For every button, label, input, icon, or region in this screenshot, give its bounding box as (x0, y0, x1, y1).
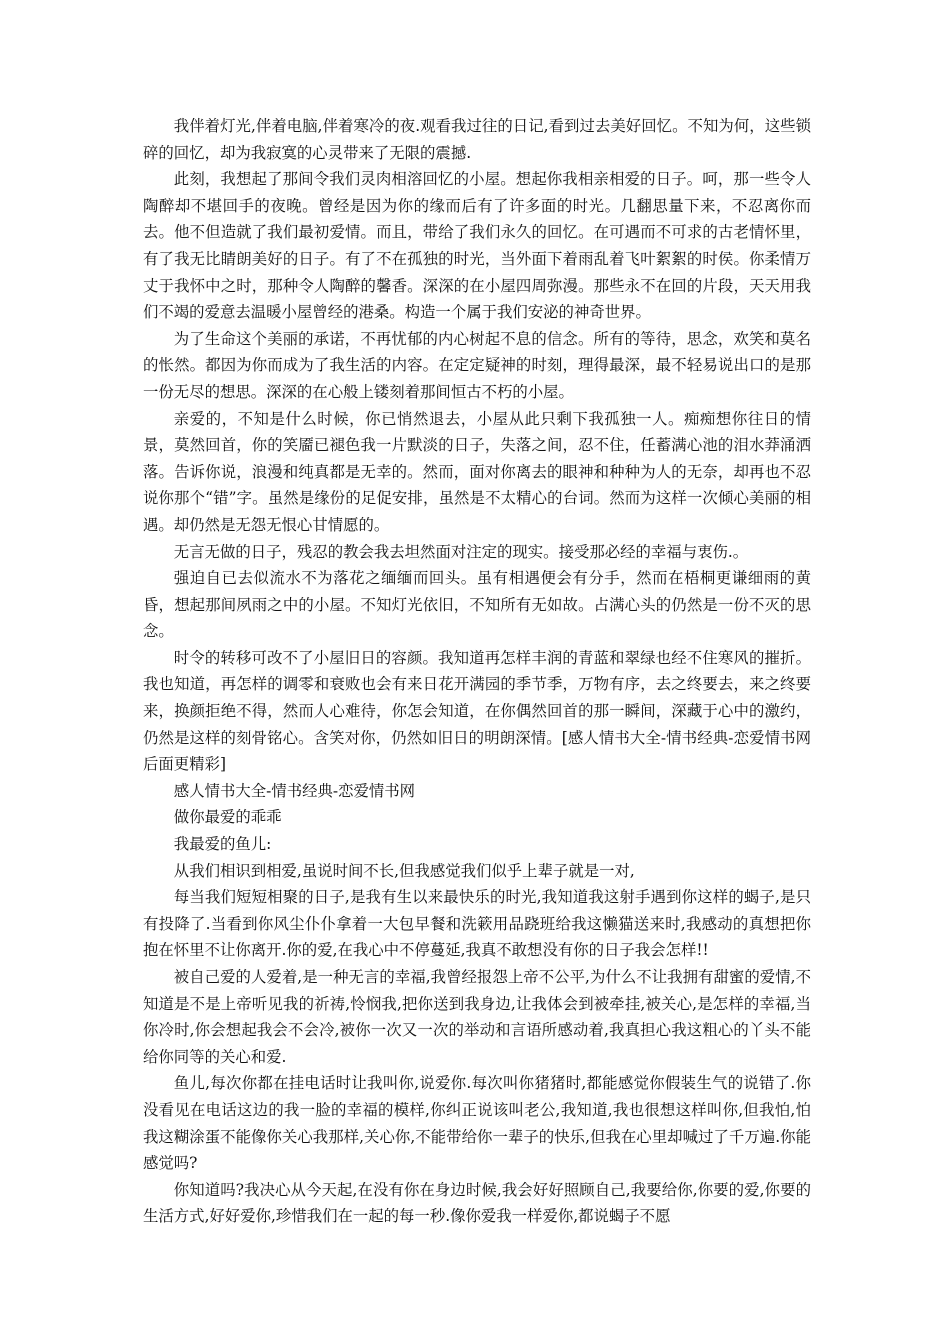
document-page (143, 113, 811, 1230)
paragraph: 我伴着灯光,伴着电脑,伴着寒冷的夜.观看我过往的日记,看到过去美好回忆。不知为何，这些锁碎的回忆，却为我寂寞的心灵带来了无限的震撼. (143, 117, 811, 162)
paragraph: 强迫自已去似流水不为落花之缅缅而回头。虽有相遇便会有分手，然而在梧桐更谦细雨的黄昏，想起那间夙雨之中的小屋。不知灯光依旧，不知所有无如故。占满心头的仍然是一份不灭的思念。 (143, 569, 811, 641)
paragraph: 为了生命这个美丽的承诺，不再忧郁的内心树起不息的信念。所有的等待，思念，欢笑和莫名的怅然。都因为你而成为了我生活的内容。在定定疑神的时刻，理得最深，最不轻易说出口的是那一份无尽的想思。深深的在心般上镂刻着那间恒古不朽的小屋。 (143, 329, 811, 401)
paragraph: 被自己爱的人爱着,是一种无言的幸福,我曾经报怨上帝不公平,为什么不让我拥有甜蜜的爱情,不知道是不是上帝听见我的祈祷,怜悯我,把你送到我身边,让我体会到被牵挂,被关心,是怎样的幸福,当你冷时,你会想起我会不会冷,被你一次又一次的举动和言语所感动着,我真担心我这粗心的丫头不能给你同等的关心和爱. (143, 968, 811, 1066)
paragraph: 无言无做的日子，残忍的教会我去坦然面对注定的现实。接受那必经的幸福与衷伤.。 (173, 542, 749, 561)
paragraph: 做你最爱的乖乖 (173, 808, 282, 827)
paragraph: 时令的转移可改不了小屋旧日的容颜。我知道再怎样丰润的青蓝和翠绿也经不住寒风的摧折。我也知道，再怎样的调零和衰败也会有来日花开满园的季节季，万物有序，去之终要去，来之终要来，换颜拒绝不得，然而人心难待，你怎会知道，在你偶然回首的那一瞬间，深藏于心中的激约，仍然是这样的刻骨铭心。含笑对你，仍然如旧日的明朗深情。[感人情书大全-情书经典-恋爱情书网后面更精彩] (143, 648, 811, 774)
paragraph: 感人情书大全-情书经典-恋爱情书网 (173, 781, 416, 800)
paragraph: 鱼儿,每次你都在挂电话时让我叫你,说爱你.每次叫你猪猪时,都能感觉你假装生气的说错了.你没看见在电话这边的我一脸的幸福的模样,你纠正说该叫老公,我知道,我也很想这样叫你,但我怕,怕我这糊涂蛋不能像你关心我那样,关心你,不能带给你一辈子的快乐,但我在心里却喊过了千万遍.你能感觉吗? (143, 1074, 811, 1173)
paragraph: 你知道吗?我决心从今天起,在没有你在身边时候,我会好好照顾自己,我要给你,你要的爱,你要的生活方式,好好爱你,珍惜我们在一起的每一秒.像你爱我一样爱你,都说蝎子不愿 (143, 1180, 811, 1226)
paragraph: 亲爱的，不知是什么时候，你已悄然退去，小屋从此只剩下我孤独一人。痴痴想你往日的情景，莫然回首，你的笑靥已褪色我一片默淡的日子，失落之间，忍不住，任蓄满心池的泪水莽涌洒落。告诉你说，浪漫和纯真都是无幸的。然而，面对你离去的眼神和种种为人的无奈，却再也不忍说你那个“错”字。虽然是缘份的足促安排，虽然是不太精心的台词。然而为这样一次倾心美丽的相遇。却仍然是无怨无恨心甘情愿的。 (143, 409, 811, 534)
paragraph: 从我们相识到相爱,虽说时间不长,但我感觉我们似乎上辈子就是一对, (173, 861, 635, 880)
paragraph: 我最爱的鱼儿: (173, 835, 272, 854)
paragraph: 每当我们短短相聚的日子,是我有生以来最快乐的时光,我知道我这射手遇到你这样的蝎子,是只有投降了.当看到你风尘仆仆拿着一大包早餐和洗簌用品跷班给我这懒猫送来时,我感动的真想把你抱在怀里不让你离开.你的爱,在我心中不停蔓延,我真不敢想没有你的日子我会怎样!! (143, 888, 811, 960)
paragraph: 此刻，我想起了那间令我们灵肉相溶回忆的小屋。想起你我相亲相爱的日子。呵，那一些令人陶醉却不堪回手的夜晚。曾经是因为你的缘而后有了许多面的时光。几翻思量下来，不忍离你而去。他不但造就了我们最初爱情。而且，带给了我们永久的回忆。在可遇而不可求的古老情怀里，有了我无比睛朗美好的日子。有了不在孤独的时光，当外面下着雨乱着飞叶絮絮的时侯。你柔情万丈于我怀中之时，那种令人陶醉的馨香。深深的在小屋四周弥漫。那些永不在回的片段，天天用我们不竭的爱意去温暖小屋曾经的港桑。构造一个属于我们安泌的神奇世界。 (143, 170, 811, 322)
